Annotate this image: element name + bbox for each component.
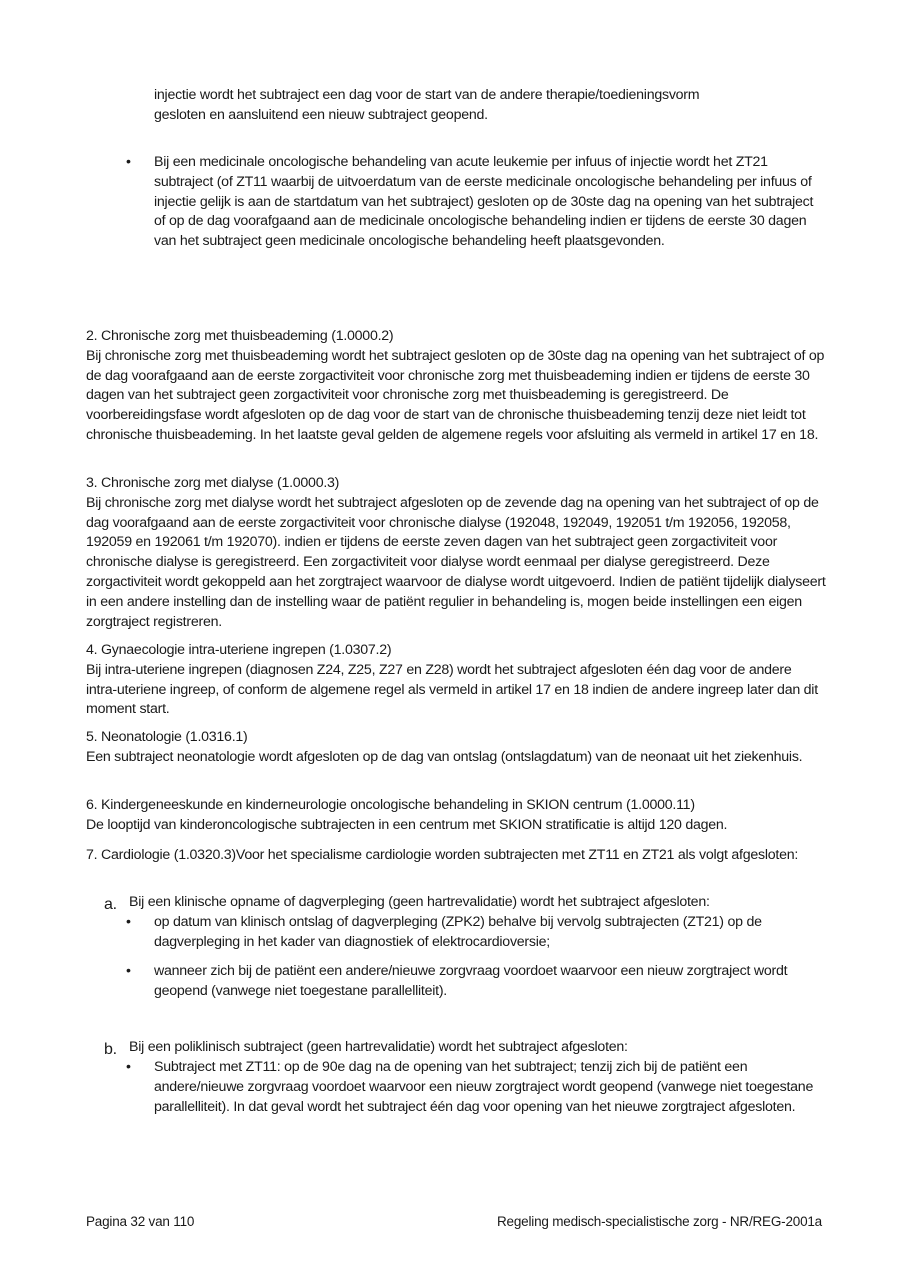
bullet-text: wanneer zich bij de patiënt een andere/nieuwe zorgvraag voordoet waarvoor een nieuw zorgtraject wordt geopend (vanwege niet toegestane parallelliteit). <box>154 963 788 999</box>
document-title: Regeling medisch-specialistische zorg - NR/REG-2001a <box>497 1214 822 1229</box>
section-body: Bij intra-uteriene ingrepen (diagnosen Z24, Z25, Z27 en Z28) wordt het subtraject afgesloten één dag voor de andere intra-uteriene ingreep, of conform de algemene regel als vermeld in artikel 17 en 18 indien de andere ingreep later dan dit moment start. <box>86 661 818 718</box>
continued-line: gesloten en aansluitend een nieuw subtraject geopend. <box>154 106 488 123</box>
list-marker: b. <box>104 1041 117 1058</box>
continued-paragraph <box>154 86 814 126</box>
section-heading: 4. Gynaecologie intra-uteriene ingrepen (1.0307.2) <box>86 642 392 658</box>
bullet-text: Bij een medicinale oncologische behandeling van acute leukemie per infuus of injectie wordt het ZT21 subtraject (of ZT11 waarbij de uitvoerdatum van de eerste medicinale oncologische behandeling per infuus of injectie gelijk is aan de startdatum van het subtraject) gesloten op de 30ste dag na opening van het subtraject of op de dag voorafgaand aan de medicinale oncologische behandeling indien er tijdens de eerste 30 dagen van het subtraject geen medicinale oncologische behandeling heeft plaatsgevonden. <box>154 154 814 250</box>
bullet-icon: • <box>126 914 131 930</box>
section-skion <box>86 796 826 836</box>
bullet-icon: • <box>126 963 131 979</box>
bullet-icon: • <box>126 154 131 170</box>
section-cardiologie <box>86 846 826 866</box>
list-item-text: Bij een poliklinisch subtraject (geen hartrevalidatie) wordt het subtraject afgesloten: <box>129 1039 628 1055</box>
page-number: Pagina 32 van 110 <box>86 1214 195 1229</box>
section-body: Bij chronische zorg met thuisbeademing wordt het subtraject gesloten op de 30ste dag na opening van het subtraject of op de dag voorafgaand aan de eerste zorgactiviteit voor chronische zorg met thuisbeademing indien er tijdens de eerste 30 dagen van het subtraject geen zorgactiviteit voor chronische zorg met thuisbeademing is geregistreerd. De voorbereidingsfase wordt afgesloten op de dag voor de start van de chronische thuisbeademing tenzij deze niet leidt tot chronische thuisbeademing. In het laatste geval gelden de algemene regels voor afsluiting als vermeld in artikel 17 en 18. <box>86 347 825 443</box>
continued-line: injectie wordt het subtraject een dag voor de start van de andere therapie/toedieningsvorm <box>154 87 700 103</box>
section-thuisbeademing <box>86 327 826 446</box>
bullet-text: op datum van klinisch ontslag of dagverpleging (ZPK2) behalve bij vervolg subtrajecten (ZT21) op de dagverpleging in het kader van diagnostiek of elektrocardioversie; <box>154 914 762 950</box>
section-neonatologie <box>86 728 826 768</box>
section-body: Een subtraject neonatologie wordt afgesloten op de dag van ontslag (ontslagdatum) van de neonaat uit het ziekenhuis. <box>86 748 803 765</box>
section-heading: 2. Chronische zorg met thuisbeademing (1.0000.2) <box>86 328 394 344</box>
section-body: Bij chronische zorg met dialyse wordt het subtraject afgesloten op de zevende dag na opening van het subtraject of op de dag voorafgaand aan de eerste zorgactiviteit voor chronische dialyse (192048, 192049, 192051 t/m 192056, 192058, 192059 en 192061 t/m 192070). indien er tijdens de eerste zeven dagen van het subtraject geen zorgactiviteit voor chronische dialyse is geregistreerd. Een zorgactiviteit voor dialyse wordt eenmaal per dialyse geregistreerd. Deze zorgactiviteit wordt gekoppeld aan het zorgtraject waarvoor de dialyse wordt uitgevoerd. Indien de patiënt tijdelijk dialyseert in een andere instelling dan de instelling waar de patiënt regulier in behandeling is, mogen beide instellingen een eigen zorgtraject registreren. <box>86 494 826 630</box>
section-heading: 6. Kindergeneeskunde en kinderneurologie oncologische behandeling in SKION centrum (1.0000.11) <box>86 797 695 813</box>
list-item-text: Bij een klinische opname of dagverpleging (geen hartrevalidatie) wordt het subtraject afgesloten: <box>129 894 710 910</box>
section-heading: 7. Cardiologie (1.0320.3)Voor het specialisme cardiologie worden subtrajecten met ZT11 en ZT21 als volgt afgesloten: <box>86 847 799 863</box>
section-dialyse <box>86 474 826 632</box>
section-heading: 3. Chronische zorg met dialyse (1.0000.3) <box>86 475 340 491</box>
section-gynaecologie <box>86 641 826 720</box>
section-body: De looptijd van kinderoncologische subtrajecten in een centrum met SKION stratificatie is altijd 120 dagen. <box>86 816 728 833</box>
section-heading: 5. Neonatologie (1.0316.1) <box>86 729 248 745</box>
bullet-icon: • <box>126 1059 131 1075</box>
list-marker: a. <box>104 896 117 913</box>
bullet-text: Subtraject met ZT11: op de 90e dag na de opening van het subtraject; tenzij zich bij de patiënt een andere/nieuwe zorgvraag voordoet waarvoor een nieuw zorgtraject wordt geopend (vanwege niet toegestane parallelliteit). In dat geval wordt het subtraject één dag voor opening van het nieuwe zorgtraject afgesloten. <box>154 1059 814 1115</box>
